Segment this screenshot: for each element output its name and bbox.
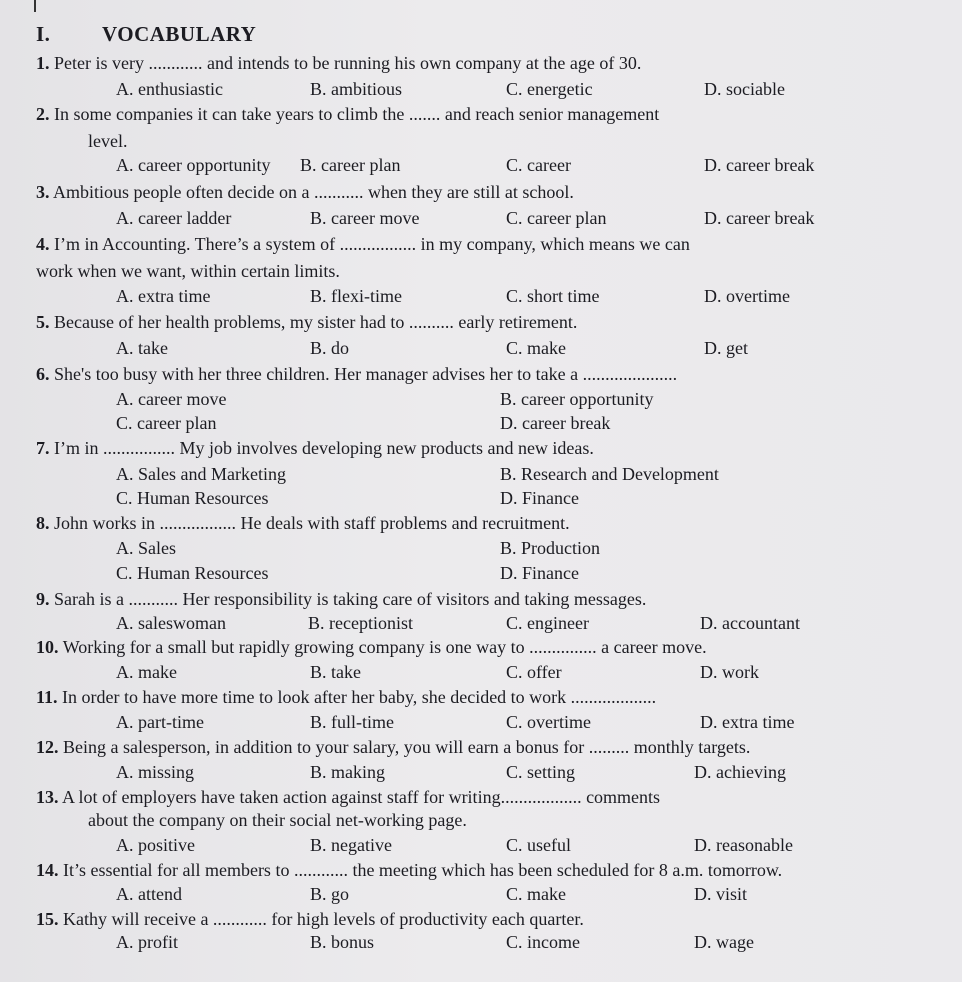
question-number: 11. bbox=[36, 687, 58, 707]
question-text: I’m in ................ My job involves developing new products and new ideas. bbox=[54, 438, 594, 458]
question-13 bbox=[36, 786, 660, 808]
option-a[interactable]: A. enthusiastic bbox=[116, 79, 223, 99]
question-text-continued: about the company on their social net-working page. bbox=[88, 810, 467, 830]
option-c[interactable]: C. useful bbox=[506, 835, 571, 855]
question-text: In some companies it can take years to climb the ....... and reach senior management bbox=[54, 104, 660, 124]
option-d[interactable]: D. achieving bbox=[694, 762, 786, 782]
option-b[interactable]: B. full-time bbox=[310, 712, 394, 732]
question-6 bbox=[36, 363, 677, 385]
question-number: 15. bbox=[36, 909, 59, 929]
question-text: Being a salesperson, in addition to your salary, you will earn a bonus for ......... monthly targets. bbox=[63, 737, 751, 757]
question-text: John works in ................. He deals with staff problems and recruitment. bbox=[54, 513, 570, 533]
option-a[interactable]: A. career ladder bbox=[116, 208, 232, 228]
question-4 bbox=[36, 233, 690, 255]
option-c[interactable]: C. energetic bbox=[506, 79, 593, 99]
question-text: Kathy will receive a ............ for high levels of productivity each quarter. bbox=[63, 909, 584, 929]
question-number: 10. bbox=[36, 637, 59, 657]
option-a[interactable]: A. missing bbox=[116, 762, 195, 782]
option-b[interactable]: B. bonus bbox=[310, 932, 375, 952]
question-text: In order to have more time to look after her baby, she decided to work ................... bbox=[62, 687, 657, 707]
question-number: 14. bbox=[36, 860, 59, 880]
question-number: 13. bbox=[36, 787, 59, 807]
option-c[interactable]: C. setting bbox=[506, 762, 576, 782]
question-text: She's too busy with her three children. Her manager advises her to take a ..................... bbox=[54, 364, 678, 384]
question-number: 1. bbox=[36, 53, 50, 73]
option-b[interactable]: B. negative bbox=[310, 835, 392, 855]
question-number: 9. bbox=[36, 589, 50, 609]
option-d[interactable]: D. overtime bbox=[704, 286, 790, 306]
question-9 bbox=[36, 588, 646, 610]
text-cursor bbox=[34, 0, 36, 12]
option-b[interactable]: B. go bbox=[310, 884, 350, 904]
option-c[interactable]: C. make bbox=[506, 884, 566, 904]
option-b[interactable]: B. making bbox=[310, 762, 385, 782]
option-b[interactable]: B. do bbox=[310, 338, 350, 358]
question-11 bbox=[36, 686, 656, 708]
option-d[interactable]: D. extra time bbox=[700, 712, 795, 732]
option-b[interactable]: B. Production bbox=[500, 538, 601, 558]
option-a[interactable]: A. attend bbox=[116, 884, 182, 904]
question-5 bbox=[36, 311, 577, 333]
question-number: 4. bbox=[36, 234, 50, 254]
option-a[interactable]: A. Sales bbox=[116, 538, 176, 558]
question-7 bbox=[36, 437, 594, 459]
option-a[interactable]: A. career move bbox=[116, 389, 227, 409]
option-c[interactable]: C. overtime bbox=[506, 712, 591, 732]
question-text: A lot of employers have taken action against staff for writing.................. comments bbox=[62, 787, 661, 807]
option-a[interactable]: A. part-time bbox=[116, 712, 204, 732]
question-number: 2. bbox=[36, 104, 50, 124]
question-number: 5. bbox=[36, 312, 50, 332]
question-number: 7. bbox=[36, 438, 50, 458]
option-b[interactable]: B. ambitious bbox=[310, 79, 403, 99]
option-d[interactable]: D. reasonable bbox=[694, 835, 793, 855]
option-c[interactable]: C. career plan bbox=[506, 208, 607, 228]
section-heading: VOCABULARY bbox=[102, 22, 257, 46]
question-12 bbox=[36, 736, 750, 758]
option-d[interactable]: D. sociable bbox=[704, 79, 785, 99]
option-d[interactable]: D. visit bbox=[694, 884, 748, 904]
option-c[interactable]: C. income bbox=[506, 932, 580, 952]
question-3 bbox=[36, 181, 574, 203]
option-c[interactable]: C. engineer bbox=[506, 613, 589, 633]
question-text: Working for a small but rapidly growing company is one way to ............... a career move. bbox=[62, 637, 707, 657]
section-title bbox=[36, 22, 256, 47]
question-2 bbox=[36, 103, 659, 125]
question-1 bbox=[36, 52, 641, 74]
question-number: 8. bbox=[36, 513, 50, 533]
option-a[interactable]: A. Sales and Marketing bbox=[116, 464, 286, 484]
question-text-continued: level. bbox=[88, 131, 128, 151]
question-text: It’s essential for all members to ............ the meeting which has been scheduled for 8 a.m. tomorrow. bbox=[63, 860, 783, 880]
option-b[interactable]: B. take bbox=[310, 662, 361, 682]
option-b[interactable]: B. receptionist bbox=[308, 613, 413, 633]
option-d[interactable]: D. accountant bbox=[700, 613, 800, 633]
option-d[interactable]: D. career break bbox=[500, 413, 611, 433]
option-d[interactable]: D. career break bbox=[704, 208, 815, 228]
question-number: 12. bbox=[36, 737, 59, 757]
option-b[interactable]: B. Research and Development bbox=[500, 464, 719, 484]
option-c[interactable]: C. Human Resources bbox=[116, 488, 269, 508]
question-text: Sarah is a ........... Her responsibility is taking care of visitors and taking messages. bbox=[54, 589, 647, 609]
option-c[interactable]: C. career plan bbox=[116, 413, 217, 433]
option-d[interactable]: D. work bbox=[700, 662, 759, 682]
question-text: Because of her health problems, my sister had to .......... early retirement. bbox=[54, 312, 578, 332]
option-d[interactable]: D. get bbox=[704, 338, 748, 358]
option-b[interactable]: B. career move bbox=[310, 208, 420, 228]
question-text: Peter is very ............ and intends to be running his own company at the age of 30. bbox=[54, 53, 642, 73]
option-b[interactable]: B. career opportunity bbox=[500, 389, 654, 409]
question-14 bbox=[36, 859, 782, 881]
option-a[interactable]: A. saleswoman bbox=[116, 613, 226, 633]
option-a[interactable]: A. make bbox=[116, 662, 177, 682]
option-a[interactable]: A. extra time bbox=[116, 286, 211, 306]
option-b[interactable]: B. career plan bbox=[300, 155, 401, 175]
option-b[interactable]: B. flexi-time bbox=[310, 286, 402, 306]
question-text: I’m in Accounting. There’s a system of ................. in my company, which means we can bbox=[54, 234, 690, 254]
question-text: Ambitious people often decide on a ........... when they are still at school. bbox=[53, 182, 574, 202]
question-number: 6. bbox=[36, 364, 50, 384]
option-d[interactable]: D. Finance bbox=[500, 488, 579, 508]
question-15 bbox=[36, 908, 584, 930]
question-10 bbox=[36, 636, 707, 658]
option-a[interactable]: A. take bbox=[116, 338, 168, 358]
section-number: I. bbox=[36, 22, 51, 46]
option-d[interactable]: D. Finance bbox=[500, 563, 579, 583]
option-c[interactable]: C. offer bbox=[506, 662, 562, 682]
question-number: 3. bbox=[36, 182, 50, 202]
option-d[interactable]: D. career break bbox=[704, 155, 815, 175]
option-c[interactable]: C. short time bbox=[506, 286, 600, 306]
question-8 bbox=[36, 512, 570, 534]
option-c[interactable]: C. career bbox=[506, 155, 571, 175]
option-a[interactable]: A. positive bbox=[116, 835, 195, 855]
option-a[interactable]: A. career opportunity bbox=[116, 155, 271, 175]
option-a[interactable]: A. profit bbox=[116, 932, 178, 952]
question-text-continued: work when we want, within certain limits. bbox=[36, 261, 340, 281]
option-c[interactable]: C. Human Resources bbox=[116, 563, 269, 583]
option-c[interactable]: C. make bbox=[506, 338, 566, 358]
option-d[interactable]: D. wage bbox=[694, 932, 754, 952]
